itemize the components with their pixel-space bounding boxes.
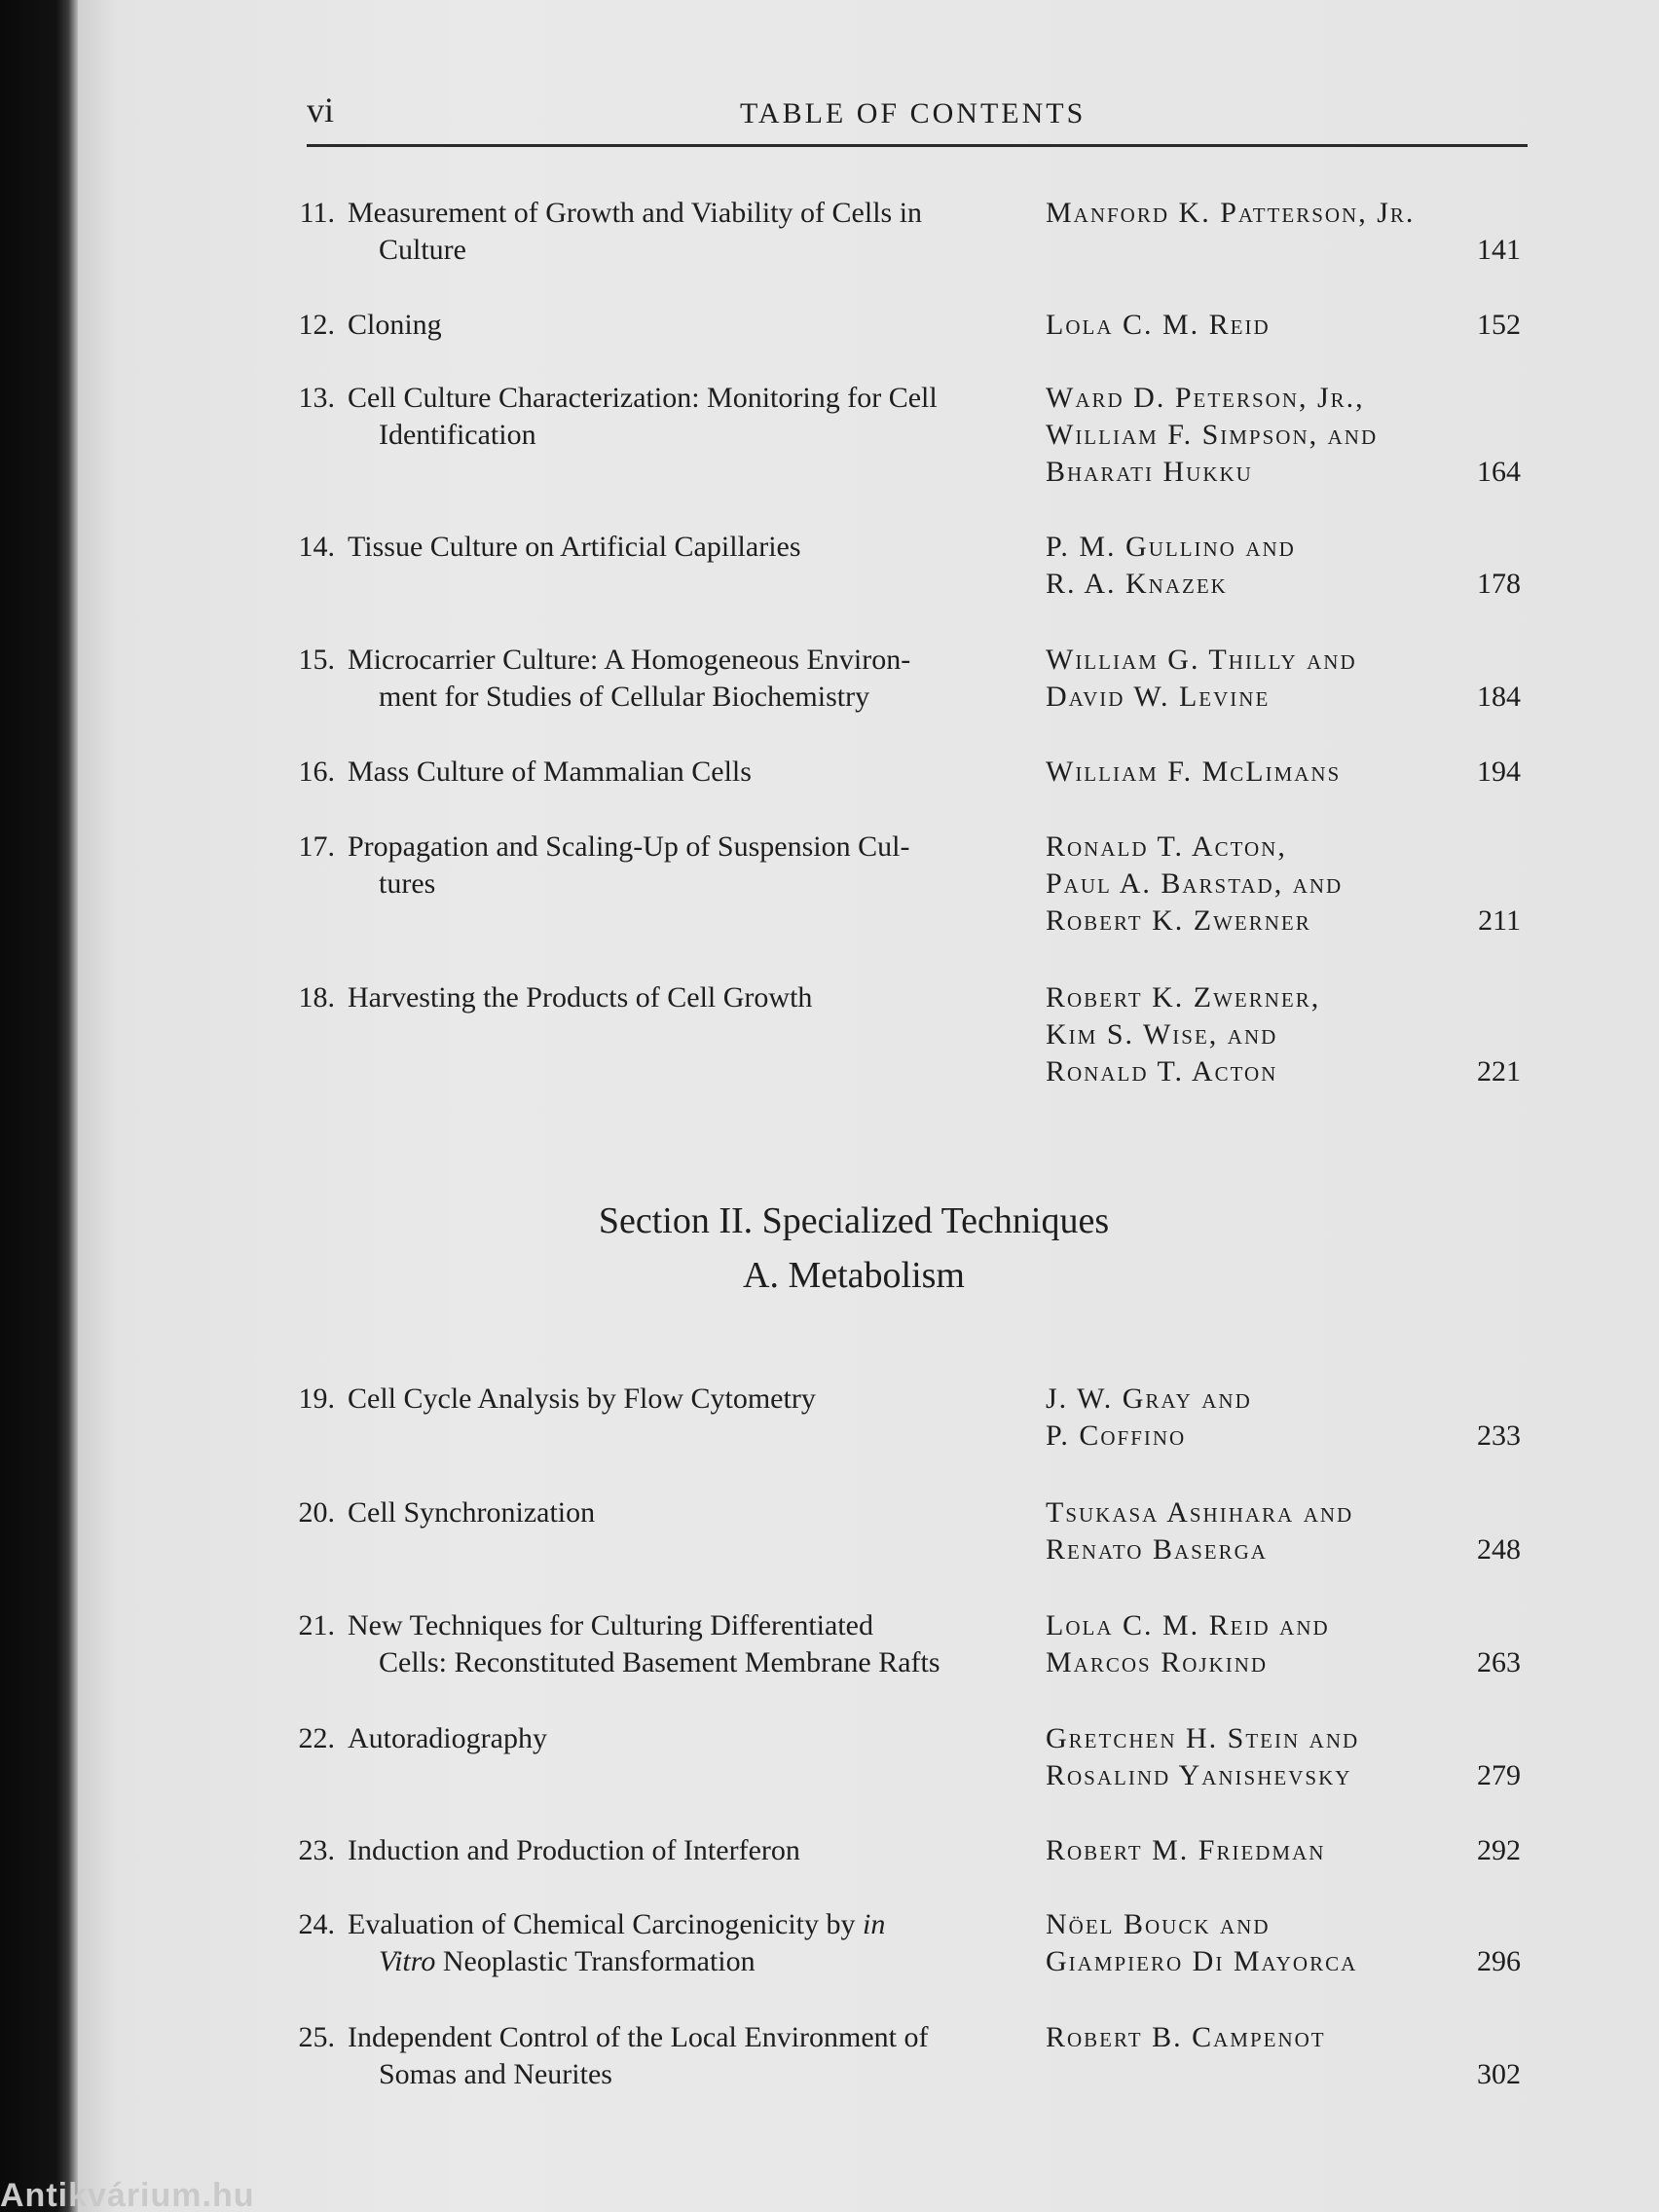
author-line: J. W. Gray and <box>1046 1382 1252 1415</box>
author-line: William F. McLimans <box>1046 756 1342 788</box>
author-line: R. A. Knazek <box>1046 568 1228 600</box>
chapter-title-line: Microcarrier Culture: A Homogeneous Environ- <box>348 644 911 676</box>
chapter-title <box>348 979 1025 1016</box>
chapter-title-line: Induction and Production of Interferon <box>348 1834 800 1866</box>
chapter-title <box>348 1381 1025 1418</box>
chapter-title <box>348 829 1025 903</box>
chapter-title <box>348 529 1025 566</box>
author-line: Ronald T. Acton, <box>1046 830 1287 863</box>
page-number: 279 <box>1477 1759 1521 1791</box>
page-number: 302 <box>1477 2058 1521 2090</box>
chapter-title-line: tures <box>379 867 436 900</box>
page-number: 164 <box>1477 456 1521 488</box>
author-line: Robert K. Zwerner, <box>1046 981 1321 1014</box>
page-number: 184 <box>1477 681 1521 713</box>
chapter-title-line: Autoradiography <box>348 1722 547 1754</box>
chapter-title <box>348 307 1025 344</box>
author-line: Ronald T. Acton <box>1046 1055 1278 1088</box>
chapter-title <box>348 1607 1025 1681</box>
page-number: 296 <box>1477 1945 1521 1977</box>
chapter-authors <box>1046 642 1455 716</box>
chapter-number: 16. <box>298 756 335 788</box>
chapter-number: 13. <box>298 382 335 414</box>
page-number: 221 <box>1477 1055 1521 1088</box>
chapter-authors <box>1046 2019 1455 2056</box>
header-rule <box>307 144 1528 147</box>
chapter-title <box>348 2019 1025 2093</box>
chapter-title-line: Tissue Culture on Artificial Capillaries <box>348 531 801 563</box>
author-line: William F. Simpson, and <box>1046 419 1379 451</box>
chapter-number: 23. <box>298 1834 335 1866</box>
page-number: 141 <box>1477 234 1521 266</box>
chapter-number: 24. <box>298 1908 335 1940</box>
chapter-authors <box>1046 1607 1455 1681</box>
chapter-authors <box>1046 829 1455 940</box>
chapter-title <box>348 1832 1025 1869</box>
chapter-authors <box>1046 380 1455 491</box>
author-line: Robert B. Campenot <box>1046 2021 1326 2053</box>
author-line: Robert K. Zwerner <box>1046 904 1311 937</box>
section-subheading: A. Metabolism <box>743 1255 965 1296</box>
chapter-title <box>348 1494 1025 1531</box>
chapter-number: 21. <box>298 1609 335 1641</box>
chapter-number: 11. <box>299 197 335 229</box>
chapter-number: 22. <box>298 1722 335 1754</box>
chapter-title-line: ment for Studies of Cellular Biochemistry <box>379 681 870 713</box>
author-line: William G. Thilly and <box>1046 644 1357 676</box>
chapter-authors <box>1046 307 1455 344</box>
author-line: Manford K. Patterson, Jr. <box>1046 197 1416 229</box>
chapter-authors <box>1046 529 1455 603</box>
page-folio: vi <box>307 91 335 129</box>
book-spine-shadow <box>0 0 78 2212</box>
author-line: P. M. Gullino and <box>1046 531 1296 563</box>
chapter-title-line: Evaluation of Chemical Carcinogenicity by in <box>348 1908 886 1940</box>
page-number: 248 <box>1477 1533 1521 1566</box>
chapter-authors <box>1046 1906 1455 1980</box>
chapter-title-line: Independent Control of the Local Environment of <box>348 2021 929 2053</box>
chapter-title-line: Mass Culture of Mammalian Cells <box>348 756 752 788</box>
chapter-authors <box>1046 1720 1455 1794</box>
author-line: Bharati Hukku <box>1046 456 1253 488</box>
section-heading: Section II. Specialized Techniques <box>598 1200 1110 1241</box>
page-number: 152 <box>1477 309 1521 341</box>
author-line: Kim S. Wise, and <box>1046 1018 1278 1051</box>
chapter-title-line: Cell Synchronization <box>348 1496 596 1529</box>
author-line: Giampiero Di Mayorca <box>1046 1945 1358 1977</box>
page-number: 292 <box>1477 1834 1521 1866</box>
chapter-authors <box>1046 754 1455 791</box>
page-number: 263 <box>1477 1646 1521 1678</box>
chapter-title-line: Culture <box>379 234 466 266</box>
chapter-number: 15. <box>298 644 335 676</box>
author-line: P. Coffino <box>1046 1419 1187 1452</box>
page-number: 211 <box>1478 904 1521 937</box>
chapter-title-line: Cell Culture Characterization: Monitoring for Cell <box>348 382 938 414</box>
chapter-title-line: Identification <box>379 419 536 451</box>
chapter-title-line: New Techniques for Culturing Differentiated <box>348 1609 873 1641</box>
chapter-title-line: Somas and Neurites <box>379 2058 612 2090</box>
chapter-title-line: Cells: Reconstituted Basement Membrane Rafts <box>379 1646 940 1678</box>
chapter-title-line: Harvesting the Products of Cell Growth <box>348 981 813 1014</box>
author-line: Tsukasa Ashihara and <box>1046 1496 1354 1529</box>
chapter-title-line: Measurement of Growth and Viability of Cells in <box>348 197 923 229</box>
chapter-title <box>348 380 1025 454</box>
author-line: Robert M. Friedman <box>1046 1834 1326 1866</box>
chapter-number: 19. <box>298 1382 335 1415</box>
chapter-authors <box>1046 1494 1455 1568</box>
chapter-title-line: Vitro Neoplastic Transformation <box>379 1945 756 1977</box>
author-line: Nöel Bouck and <box>1046 1908 1271 1940</box>
chapter-authors <box>1046 979 1455 1090</box>
author-line: Lola C. M. Reid <box>1046 309 1271 341</box>
chapter-title <box>348 754 1025 791</box>
author-line: Paul A. Barstad, and <box>1046 867 1344 900</box>
chapter-title <box>348 1720 1025 1757</box>
chapter-authors <box>1046 1832 1455 1869</box>
author-line: David W. Levine <box>1046 681 1271 713</box>
chapter-title-line: Cloning <box>348 309 442 341</box>
chapter-title-line: Propagation and Scaling-Up of Suspension Cul- <box>348 830 910 863</box>
chapter-title-line: Cell Cycle Analysis by Flow Cytometry <box>348 1382 816 1415</box>
chapter-title <box>348 195 1025 269</box>
chapter-number: 17. <box>298 830 335 863</box>
chapter-authors <box>1046 1381 1455 1455</box>
chapter-title <box>348 642 1025 716</box>
author-line: Gretchen H. Stein and <box>1046 1722 1360 1754</box>
author-line: Renato Baserga <box>1046 1533 1268 1566</box>
page-number: 178 <box>1477 568 1521 600</box>
chapter-authors <box>1046 195 1455 232</box>
author-line: Lola C. M. Reid and <box>1046 1609 1330 1641</box>
chapter-number: 20. <box>298 1496 335 1529</box>
chapter-number: 25. <box>298 2021 335 2053</box>
chapter-number: 14. <box>298 531 335 563</box>
running-title: TABLE OF CONTENTS <box>740 97 1087 129</box>
watermark-text: Antikvárium.hu <box>0 2177 255 2212</box>
author-line: Rosalind Yanishevsky <box>1046 1759 1352 1791</box>
chapter-title <box>348 1906 1025 1980</box>
page-number: 233 <box>1477 1419 1521 1452</box>
chapter-number: 18. <box>298 981 335 1014</box>
chapter-number: 12. <box>298 309 335 341</box>
author-line: Ward D. Peterson, Jr., <box>1046 382 1365 414</box>
author-line: Marcos Rojkind <box>1046 1646 1269 1678</box>
page-number: 194 <box>1477 756 1521 788</box>
